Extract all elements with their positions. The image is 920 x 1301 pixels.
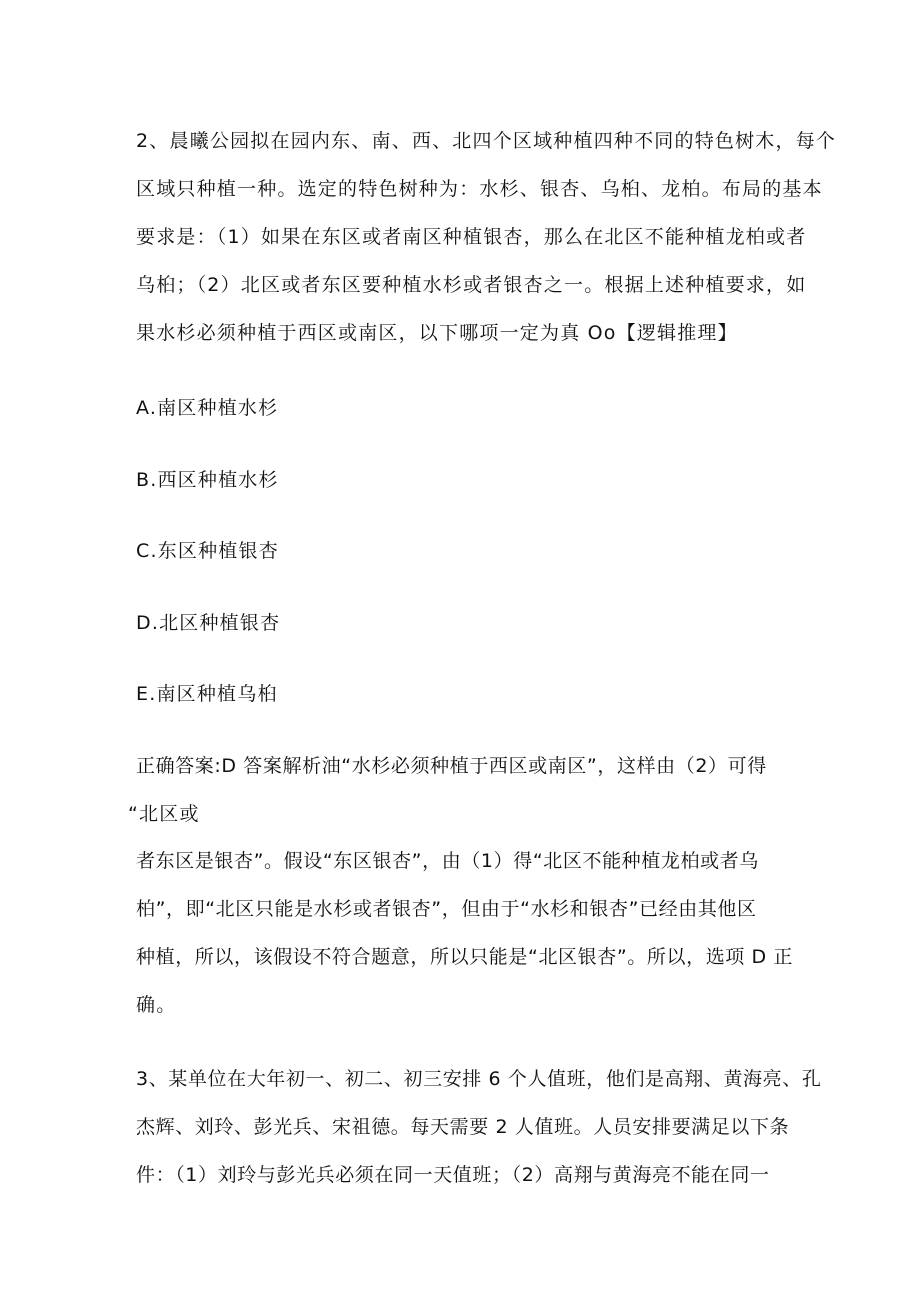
answer-line-2: “北区或 xyxy=(128,803,200,825)
question-2-line-1: 2、晨曦公园拟在园内东、南、西、北四个区域种植四种不同的特色树木，每个 xyxy=(136,130,837,152)
question-2-line-5: 果水杉必须种植于西区或南区，以下哪项一定为真 Oo【逻辑推理】 xyxy=(136,322,738,344)
question-3-line-3: 件：（1）刘玲与彭光兵必须在同一天值班；（2）高翔与黄海亮不能在同一 xyxy=(136,1164,770,1186)
option-b: B.西区种植水杉 xyxy=(136,469,279,491)
question-2-line-2: 区域只种植一种。选定的特色树种为：水杉、银杏、乌桕、龙柏。布局的基本 xyxy=(136,178,823,200)
question-2-line-4: 乌桕；（2）北区或者东区要种植水杉或者银杏之一。根据上述种植要求，如 xyxy=(136,274,807,296)
option-e: E.南区种植乌桕 xyxy=(136,683,278,705)
question-3-line-1: 3、某单位在大年初一、初二、初三安排 6 个人值班，他们是高翔、黄海亮、孔 xyxy=(136,1068,822,1090)
answer-line-4: 柏”，即“北区只能是水杉或者银杏”，但由于“水杉和银杏”已经由其他区 xyxy=(136,898,757,920)
option-d: D.北区种植银杏 xyxy=(136,612,281,634)
answer-line-1: 正确答案:D 答案解析油“水杉必须种植于西区或南区”，这样由（2）可得 xyxy=(136,755,767,777)
question-2-line-3: 要求是：（1）如果在东区或者南区种植银杏，那么在北区不能种植龙柏或者 xyxy=(136,226,807,248)
question-3-line-2: 杰辉、刘玲、彭光兵、宋祖德。每天需要 2 人值班。人员安排要满足以下条 xyxy=(136,1116,790,1138)
answer-line-6: 确。 xyxy=(136,994,177,1016)
answer-line-3: 者东区是银杏”。假设“东区银杏”，由（1）得“北区不能种植龙柏或者乌 xyxy=(136,850,759,872)
option-a: A.南区种植水杉 xyxy=(136,397,279,419)
answer-line-5: 种植，所以，该假设不符合题意，所以只能是“北区银杏”。所以，选项 D 正 xyxy=(136,946,793,968)
option-c: C.东区种植银杏 xyxy=(136,540,279,562)
